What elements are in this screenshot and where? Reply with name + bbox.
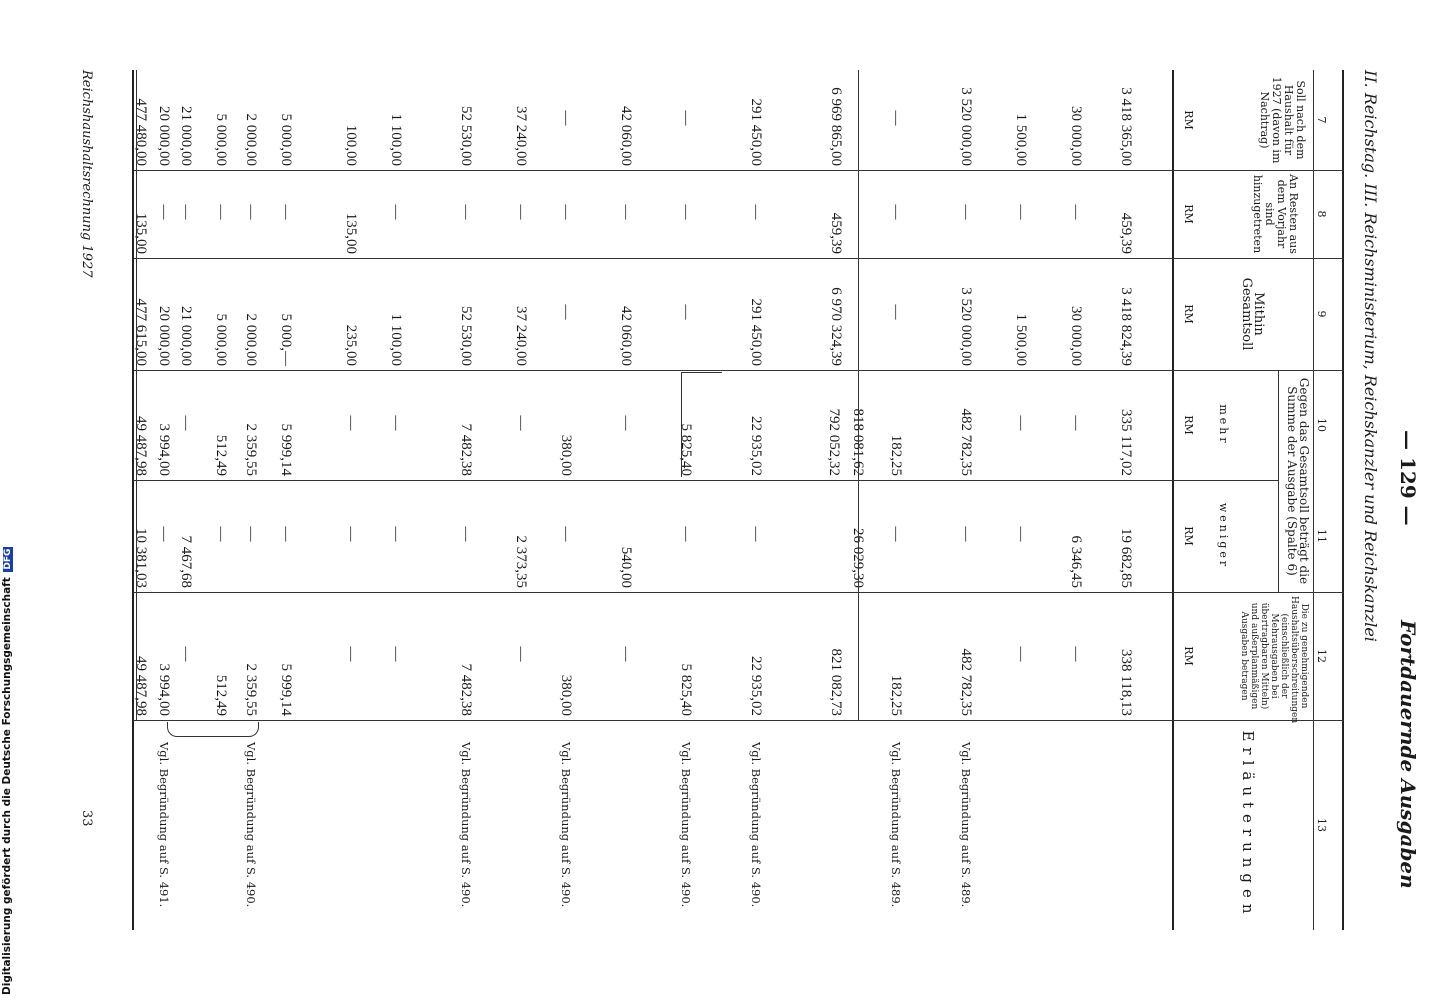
cell-c10: 7 482,38 [458,423,474,476]
cell-c7: 1 500,00 [1013,113,1029,166]
cell-c12: — [618,646,634,662]
cell-c8: 135,00 [343,212,359,254]
top-rule [1342,70,1344,930]
header-c9: Mithin Gesamtsoll [1239,277,1266,351]
cell-c11: — [1013,526,1029,542]
cell-c11: 7 467,68 [178,535,194,588]
cell-c11: — [748,526,764,542]
cell-c11: — [343,526,359,542]
cell-c12: 2 359,55 [243,663,259,716]
cell-c12: 182,25 [888,674,904,716]
cell-c13-note: Vgl. Begründung auf S. 490. [559,742,573,908]
cell-c9: 235,00 [343,324,359,366]
cell-c10: — [1068,415,1084,431]
cell-c8: — [243,204,259,220]
cell-c12: 7 482,38 [458,663,474,716]
cell-c8: — [513,204,529,220]
cell-c11: — [388,526,404,542]
cell-c9: 5 000,— [278,313,294,366]
cell-c13-note: Vgl. Begründung auf S. 490. [749,742,763,908]
cell-c13-note: Vgl. Begründung auf S. 489. [889,742,903,908]
cell-c12: — [178,646,194,662]
cell-c7: — [678,110,694,126]
cell-c11: 540,00 [618,546,634,588]
cell-c11: — [243,526,259,542]
cell-c12: 512,49 [213,674,229,716]
cell-c8: — [156,204,172,220]
colno-rule [1313,70,1314,930]
cell-c8: — [1068,204,1084,220]
chapter-title: II. Reichstag. III. Reichsministerium, Reichskanzler und Reichskanzlei [1361,70,1380,642]
cell-c10b: 792 052,32 [826,408,842,476]
dfg-logo: DFG [3,548,13,570]
footer-number: 33 [79,810,94,827]
cell-c13-note: Vgl. Begründung auf S. 489. [959,742,973,908]
cell-c8: 459,39 [1118,212,1134,254]
cell-c9: 52 530,00 [458,306,474,366]
cell-c8: — [1013,204,1029,220]
cell-c12: — [1013,646,1029,662]
header-bottom-rule [1172,70,1174,930]
cell-c11: — [958,526,974,542]
cell-c12: — [1068,646,1084,662]
colno-7: 7 [1315,116,1328,124]
cell-c8: — [558,204,574,220]
header-c12: Die zu genehmigenden Haushaltsüberschreitungen (einschließlich der Mehrausgaben bei übertragbaren Mitteln) und außerplanmäßigen Ausgaben betragen [1239,596,1309,724]
header-c11: weniger [1217,502,1230,570]
cell-c11: — [678,526,694,542]
cell-c9: 291 450,00 [748,298,764,366]
cell-c11: 19 682,85 [1118,528,1134,588]
cell-c7: 291 450,00 [748,98,764,166]
cell-c12: — [513,646,529,662]
cell-c9: — [678,304,694,320]
cell-c11: — [558,526,574,542]
colno-13: 13 [1315,818,1328,832]
cell-c10: 335 117,02 [1118,409,1134,476]
cell-c10: 182,25 [888,434,904,476]
cell-c12: 338 118,13 [1118,649,1134,716]
cell-c9: 1 100,00 [388,313,404,366]
cell-c9: 37 240,00 [513,306,529,366]
cell-c10a: 818 081,62 [850,408,866,476]
cell-c10: 3 994,00 [156,423,172,476]
cell-c7: 30 000,00 [1068,106,1084,166]
header-c10: mehr [1217,404,1230,446]
header-c10-unit: RM [1182,415,1195,435]
cell-c9: 20 000,00 [156,306,172,366]
cell-c9: 21 000,00 [178,306,194,366]
header-c7: Soll nach dem Haushalt für 1927 (davon im Nachtrag) [1258,76,1307,164]
cell-c11: 6 346,45 [1068,535,1084,588]
cell-c13-note: Vgl. Begründung auf S. 491. [157,742,171,908]
cell-c10: 2 359,55 [243,423,259,476]
cell-c11: — [888,526,904,542]
cell-c10: 5 999,14 [278,423,294,476]
cell-c9: — [888,304,904,320]
cell-c12: 22 935,02 [748,656,764,716]
cell-c8: — [958,204,974,220]
cell-c12: 821 082,73 [828,648,844,716]
section-title: Fortdauernde Ausgaben [1396,620,1420,889]
cell-c11: 2 373,35 [513,535,529,588]
subtotal-rule [136,70,137,720]
cell-c11: — [458,526,474,542]
cell-c13-note: Vgl. Begründung auf S. 490. [244,742,258,908]
cell-c8: 135,00 [133,212,149,254]
cell-c7: 20 000,00 [156,106,172,166]
colno-9: 9 [1315,310,1328,318]
cell-c12: 5 999,14 [278,663,294,716]
colno-11: 11 [1315,529,1328,543]
colno-12: 12 [1315,649,1328,663]
cell-c7: — [888,110,904,126]
cell-c12: 380,00 [558,674,574,716]
cell-c9: 2 000,00 [243,313,259,366]
cell-c10: — [343,415,359,431]
cell-c10: 512,49 [213,434,229,476]
cell-c7: 5 000,00 [278,113,294,166]
cell-c7: 2 000,00 [243,113,259,166]
colno-10: 10 [1315,418,1328,432]
cell-c9: 477 615,00 [133,298,149,366]
cell-c9: 5 000,00 [213,313,229,366]
cell-c7: 477 480,00 [133,98,149,166]
cell-c10: — [178,415,194,431]
cell-c7: — [558,110,574,126]
cell-c10: — [1013,415,1029,431]
cell-c9: 1 500,00 [1013,313,1029,366]
header-c8-unit: RM [1182,204,1195,224]
cell-c10: — [513,415,529,431]
cell-c10: 482 782,35 [958,408,974,476]
cell-c7: 37 240,00 [513,106,529,166]
header-c12-unit: RM [1182,646,1195,666]
header-c13: Erläuterungen [1239,730,1257,920]
header-c7-unit: RM [1182,110,1195,130]
cell-c7: 100,00 [343,124,359,166]
cell-c9: 42 060,00 [618,306,634,366]
cell-c8: — [458,204,474,220]
cell-c10: — [388,415,404,431]
cell-c12: 482 782,35 [958,648,974,716]
cell-c10: 5 825,40 [678,423,694,476]
cell-c10: 22 935,02 [748,416,764,476]
page-number: — 129 — [1396,430,1420,526]
cell-c10: — [618,415,634,431]
cell-c12: — [343,646,359,662]
bracket-total [681,372,722,477]
cell-c12: 49 487,98 [133,656,149,716]
header-c9-unit: RM [1182,304,1195,324]
cell-c11: — [156,526,172,542]
cell-c11: — [213,526,229,542]
cell-c9: — [558,304,574,320]
cell-c8: 459,39 [828,212,844,254]
cell-c13-note: Vgl. Begründung auf S. 490. [459,742,473,908]
cell-c7: 52 530,00 [458,106,474,166]
cell-c8: — [278,204,294,220]
cell-c11: — [278,526,294,542]
cell-c8: — [678,204,694,220]
cell-c8: — [178,204,194,220]
subtotal-rule [858,70,859,720]
cell-c9: 30 000,00 [1068,306,1084,366]
cell-c8: — [388,204,404,220]
cell-c12: 3 994,00 [156,663,172,716]
cell-c9: 6 970 324,39 [828,287,844,366]
header-c11-unit: RM [1182,526,1195,546]
cell-c10: 380,00 [558,434,574,476]
cell-c11: 26 029,30 [850,528,866,588]
cell-c7: 6 969 865,00 [828,87,844,166]
cell-c7: 42 060,00 [618,106,634,166]
footer-left: Reichshaushaltsrechnung 1927 [79,70,94,278]
cell-c7: 3 418 365,00 [1118,87,1134,166]
cell-c8: — [213,204,229,220]
cell-c9: 3 520 000,00 [958,287,974,366]
header-c10-11: Gegen das Gesamtsoll beträgt die Summe der Ausgabe (Spalte 6) [1285,377,1311,585]
bracket-note [167,722,259,737]
side-credit: Digitalisierung gefördert durch die Deutsche Forschungsgemeinschaft DFG [1,548,13,995]
cell-c7: 1 100,00 [388,113,404,166]
cell-c7: 5 000,00 [213,113,229,166]
cell-c8: — [748,204,764,220]
cell-c7: 21 000,00 [178,106,194,166]
cell-c9: 3 418 824,39 [1118,287,1134,366]
cell-c12: 5 825,40 [678,663,694,716]
cell-c7: 3 520 000,00 [958,87,974,166]
header-c8: An Resten aus dem Vorjahr sind hinzugetreten [1251,174,1300,254]
cell-c13-note: Vgl. Begründung auf S. 490. [679,742,693,908]
colno-8: 8 [1315,210,1328,218]
cell-c12: — [388,646,404,662]
cell-c10: 49 487,98 [133,416,149,476]
cell-c8: — [888,204,904,220]
cell-c8: — [618,204,634,220]
cell-c11: 10 381,03 [133,528,149,588]
